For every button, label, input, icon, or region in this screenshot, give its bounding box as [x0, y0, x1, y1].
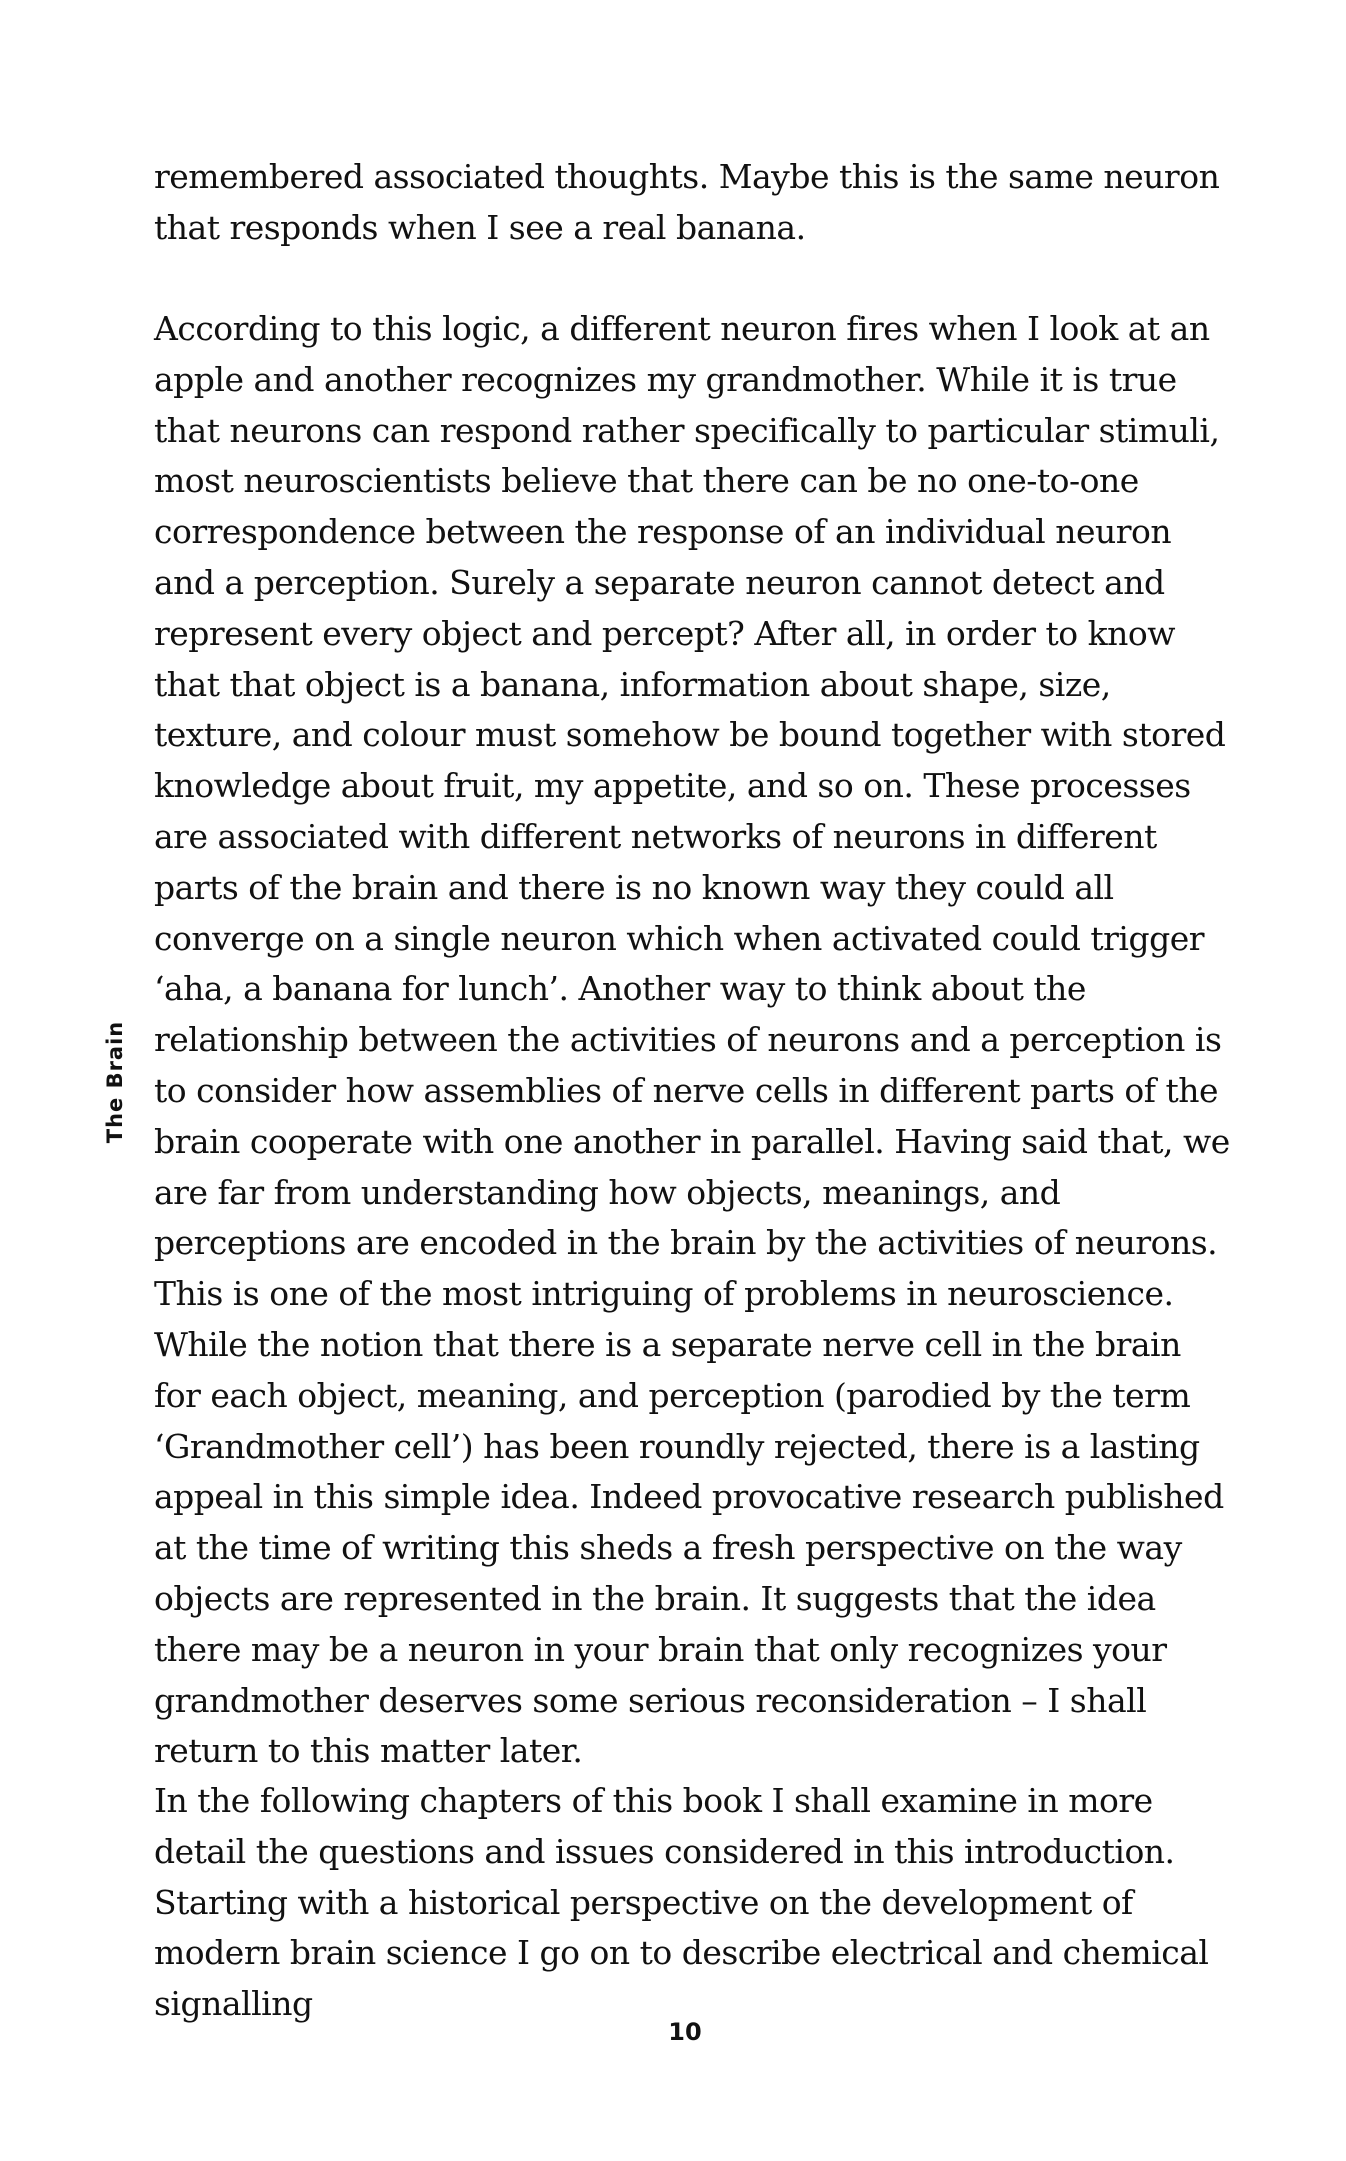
- running-head: The Brain: [103, 1020, 127, 1144]
- body-paragraph-1: [154, 152, 1234, 254]
- body-paragraph-2: [154, 304, 1234, 1777]
- paragraph-text: According to this logic, a different neuron fires when I look at an apple and another recognizes my grandmother. While it is true that neurons can respond rather specifically to particular stimuli, most neuroscientists believe that there can be no one-to-one correspondence between the response of an individual neuron and a perception. Surely a separate neuron cannot detect and represent every object and percept? After all, in order to know that that object is a banana, information about shape, size, texture, and colour must somehow be bound together with stored knowledge about fruit, my appetite, and so on. These processes are associated with different networks of neurons in different parts of the brain and there is no known way they could all converge on a single neuron which when activated could trigger ‘aha, a banana for lunch’. Another way to think about the relationship between the activities of neurons and a perception is to consider how assemblies of nerve cells in different parts of the brain cooperate with one another in parallel. Having said that, we are far from understanding how objects, meanings, and perceptions are encoded in the brain by the activities of neurons. This is one of the most intriguing of problems in neuroscience. While the notion that there is a separate nerve cell in the brain for each object, meaning, and perception (parodied by the term ‘Grandmother cell’) has been roundly rejected, there is a lasting appeal in this simple idea. Indeed provocative research published at the time of writing this sheds a fresh perspective on the way objects are represented in the brain. It suggests that the idea there may be a neuron in your brain that only recognizes your grandmother deserves some serious reconsideration – I shall return to this matter later.: [154, 309, 1230, 1771]
- paragraph-text: remembered associated thoughts. Maybe this is the same neuron that responds when I see a real banana.: [154, 157, 1220, 247]
- body-paragraph-3: [154, 1776, 1234, 2030]
- paragraph-text: In the following chapters of this book I shall examine in more detail the questions and issues considered in this introduction. Starting with a historical perspective on the development of modern brain science I go on to describe electrical and chemical signalling: [154, 1781, 1209, 2024]
- page-number: 10: [668, 2018, 702, 2046]
